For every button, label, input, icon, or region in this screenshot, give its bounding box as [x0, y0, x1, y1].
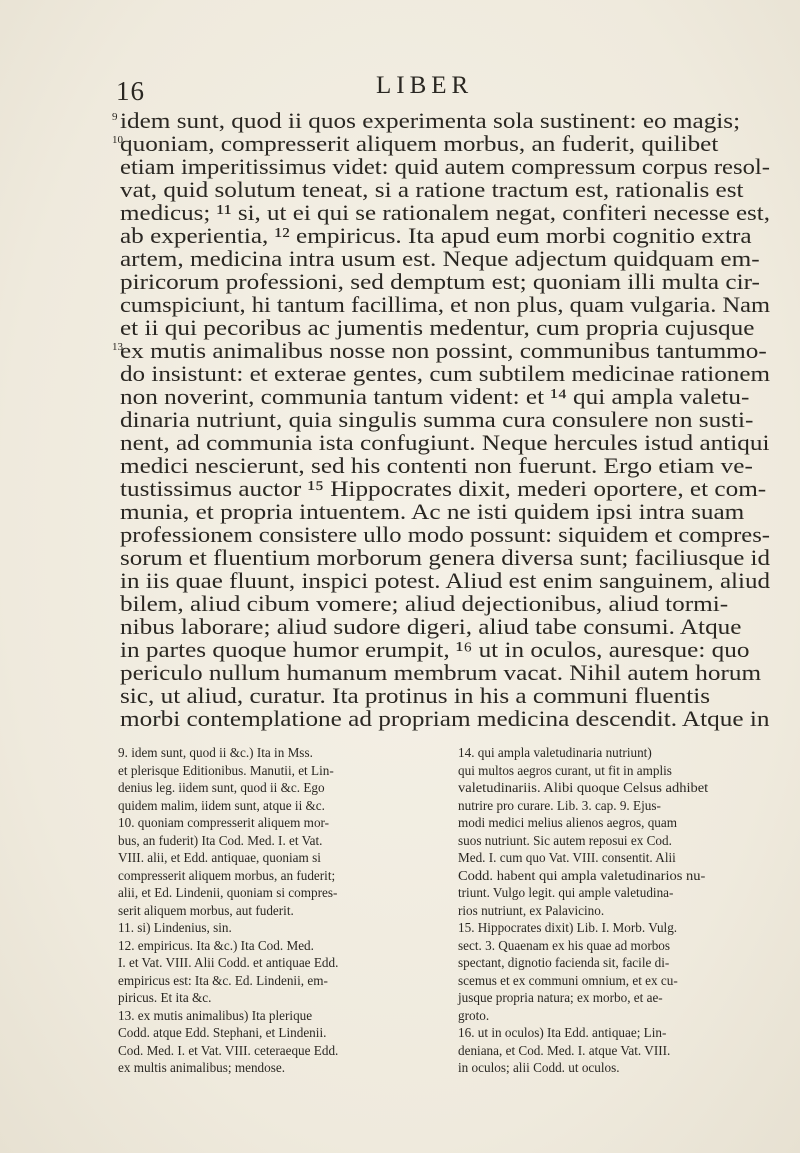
footnote-line [458, 884, 776, 902]
footnote-line [458, 797, 776, 815]
footnote-line [458, 972, 776, 990]
footnote-line [458, 867, 776, 885]
footnote-text: triunt. Vulgo legit. qui ample valetudina- [458, 885, 674, 900]
footnote-line [458, 919, 776, 937]
text-line [112, 454, 772, 477]
text-line [112, 684, 772, 707]
footnote-text: alii, et Ed. Lindenii, quoniam si compres- [118, 885, 338, 900]
text-line [112, 270, 772, 293]
footnote-line [118, 902, 438, 920]
line-text: ex mutis animalibus nosse non possint, communibus tantummo- [120, 338, 767, 363]
text-line [112, 638, 772, 661]
footnote-line [458, 989, 776, 1007]
footnote-text: deniana, et Cod. Med. I. atque Vat. VIII. [458, 1042, 671, 1058]
footnote-text: 14. qui ampla valetudinaria nutriunt) [458, 745, 652, 760]
footnote-line [118, 849, 438, 867]
footnote-text: spectant, dignotio facienda sit, facile di- [458, 955, 670, 970]
footnote-text: jusque propria natura; ex morbo, et ae- [458, 990, 663, 1005]
footnote-line [458, 1007, 776, 1025]
line-text: artem, medicina intra usum est. Neque adjectum quidquam em- [120, 246, 760, 271]
line-text: cumspiciunt, hi tantum facillima, et non plus, quam vulgaria. Nam [120, 292, 770, 317]
footnote-text: serit aliquem morbus, aut fuderit. [118, 902, 294, 918]
line-text: nent, ad communia ista confugiunt. Neque hercules istud antiqui [120, 430, 770, 455]
text-line [112, 546, 772, 569]
footnote-text: 12. empiricus. Ita &c.) Ita Cod. Med. [118, 937, 314, 953]
line-text: periculo nullum humanum membrum vacat. Nihil autem horum [120, 660, 762, 685]
footnote-line [458, 1042, 776, 1060]
footnote-line [118, 919, 438, 937]
text-line [112, 615, 772, 638]
text-line [112, 109, 772, 132]
footnote-line [458, 744, 776, 762]
footnote-text: suos nutriunt. Sic autem reposui ex Cod. [458, 832, 672, 848]
footnote-line [458, 1059, 776, 1077]
footnote-text: sect. 3. Quaenam ex his quae ad morbos [458, 937, 671, 953]
footnote-text: 16. ut in oculos) Ita Edd. antiquae; Lin- [458, 1025, 667, 1040]
line-text: morbi contemplatione ad propriam medicina descendit. Atque in [120, 706, 770, 731]
footnote-text: 10. quoniam compresserit aliquem mor- [118, 815, 330, 830]
footnote-line [118, 867, 438, 885]
line-text: sic, ut aliud, curatur. Ita protinus in his a communi fluentis [120, 683, 711, 708]
text-line [112, 707, 772, 730]
footnote-line [458, 762, 776, 780]
footnote-text: 15. Hippocrates dixit) Lib. I. Morb. Vulg. [458, 920, 678, 935]
footnote-text: denius leg. iidem sunt, quod ii &c. Ego [118, 780, 325, 795]
footnote-line [118, 1024, 438, 1042]
line-text: in partes quoque humor erumpit, ¹⁶ ut in oculos, auresque: quo [120, 637, 750, 662]
text-line [112, 201, 772, 224]
line-text: medicus; ¹¹ si, ut ei qui se rationalem negat, confiteri necesse est, [120, 200, 770, 225]
footnote-text: nutrire pro curare. Lib. 3. cap. 9. Ejus- [458, 797, 661, 813]
text-line [112, 408, 772, 431]
line-text: et ii qui pecoribus ac jumentis medentur, cum propria cujusque [120, 315, 755, 340]
line-text: tustissimus auctor ¹⁵ Hippocrates dixit, mederi oportere, et com- [120, 476, 767, 501]
text-line [112, 431, 772, 454]
footnote-text: Codd. habent qui ampla valetudinarios nu- [458, 867, 706, 883]
footnote-text: in oculos; alii Codd. ut oculos. [458, 1060, 620, 1075]
line-text: ab experientia, ¹² empiricus. Ita apud eum morbi cognitio extra [120, 223, 752, 248]
footnote-text: modi medici melius alienos aegros, quam [458, 815, 678, 830]
footnote-line [118, 1007, 438, 1025]
footnote-text: groto. [458, 1007, 490, 1023]
footnote-line [118, 884, 438, 902]
text-line [112, 500, 772, 523]
main-text-body [112, 109, 772, 730]
footnote-line [458, 849, 776, 867]
footnote-text: et plerisque Editionibus. Manutii, et Lin- [118, 762, 334, 778]
footnote-text: piricus. Et ita &c. [118, 990, 212, 1005]
text-line [112, 293, 772, 316]
text-line [112, 224, 772, 247]
footnote-text: 9. idem sunt, quod ii &c.) Ita in Mss. [118, 745, 313, 760]
text-line [112, 316, 772, 339]
footnote-text: 13. ex mutis animalibus) Ita plerique [118, 1007, 313, 1023]
line-text: medici nescierunt, sed his contenti non fuerunt. Ergo etiam ve- [120, 453, 753, 478]
footnote-line [118, 832, 438, 850]
footnote-line [458, 902, 776, 920]
footnote-text: 11. si) Lindenius, sin. [118, 920, 232, 935]
text-line [112, 362, 772, 385]
footnote-line [118, 954, 438, 972]
line-text: non noverint, communia tantum vident: et ¹⁴ qui ampla valetu- [120, 384, 750, 409]
footnote-text: compresserit aliquem morbus, an fuderit; [118, 867, 336, 883]
line-text: in iis quae fluunt, inspici potest. Aliud est enim sanguinem, aliud [120, 568, 770, 593]
running-head: LIBER [376, 72, 474, 99]
line-note-marker: 13 [112, 341, 123, 353]
text-line [112, 247, 772, 270]
footnote-line [118, 814, 438, 832]
footnote-text: rios nutriunt, ex Palavicino. [458, 902, 605, 918]
footnotes-right-column [458, 744, 776, 1077]
text-line [112, 477, 772, 500]
footnotes-left-column [118, 744, 438, 1077]
footnote-text: I. et Vat. VIII. Alii Codd. et antiquae Edd. [118, 955, 339, 970]
footnote-line [458, 937, 776, 955]
line-text: sorum et fluentium morborum genera diversa sunt; faciliusque id [120, 545, 770, 570]
footnote-text: bus, an fuderit) Ita Cod. Med. I. et Vat. [118, 832, 323, 848]
footnote-line [118, 937, 438, 955]
footnote-line [458, 1024, 776, 1042]
footnote-line [118, 1059, 438, 1077]
page-number: 16 [116, 76, 145, 106]
text-line [112, 132, 772, 155]
footnote-text: ex multis animalibus; mendose. [118, 1060, 286, 1075]
text-line [112, 178, 772, 201]
text-line [112, 385, 772, 408]
line-text: piricorum professioni, sed demptum est; quoniam illi multa cir- [120, 269, 760, 294]
footnote-text: Codd. atque Edd. Stephani, et Lindenii. [118, 1025, 327, 1040]
footnote-line [458, 779, 776, 797]
text-line [112, 155, 772, 178]
footnote-line [118, 989, 438, 1007]
line-text: bilem, aliud cibum vomere; aliud dejectionibus, aliud tormi- [120, 591, 729, 616]
line-note-marker: 9 [112, 111, 118, 123]
footnote-line [118, 797, 438, 815]
footnote-text: Cod. Med. I. et Vat. VIII. ceteraeque Edd. [118, 1042, 339, 1058]
footnote-line [118, 779, 438, 797]
footnote-line [118, 762, 438, 780]
footnote-line [118, 744, 438, 762]
footnote-line [458, 814, 776, 832]
line-note-marker: 10 [112, 134, 123, 146]
line-text: vat, quid solutum teneat, si a ratione tractum est, rationalis est [120, 177, 744, 202]
text-line [112, 523, 772, 546]
line-text: professionem consistere ullo modo possunt: siquidem et compres- [120, 522, 770, 547]
text-line [112, 339, 772, 362]
footnote-text: VIII. alii, et Edd. antiquae, quoniam si [118, 850, 321, 865]
line-text: nibus laborare; aliud sudore digeri, aliud tabe consumi. Atque [120, 614, 742, 639]
footnote-text: qui multos aegros curant, ut fit in amplis [458, 762, 672, 778]
line-text: quoniam, compresserit aliquem morbus, an fuderit, quilibet [120, 131, 719, 156]
line-text: dinaria nutriunt, quia singulis summa cura consulere non susti- [120, 407, 754, 432]
text-line [112, 592, 772, 615]
line-text: do insistunt: et exterae gentes, cum subtilem medicinae rationem [120, 361, 770, 386]
text-line [112, 661, 772, 684]
footnote-text: Med. I. cum quo Vat. VIII. consentit. Alii [458, 850, 676, 865]
line-text: etiam imperitissimus videt: quid autem compressum corpus resol- [120, 154, 770, 179]
footnote-line [458, 832, 776, 850]
line-text: idem sunt, quod ii quos experimenta sola sustinent: eo magis; [120, 108, 741, 133]
footnote-text: scemus et ex communi omnium, et ex cu- [458, 972, 678, 988]
text-line [112, 569, 772, 592]
footnote-line [118, 1042, 438, 1060]
footnote-line [458, 954, 776, 972]
footnote-line [118, 972, 438, 990]
footnote-text: empiricus est: Ita &c. Ed. Lindenii, em- [118, 972, 328, 988]
line-text: munia, et propria intuentem. Ac ne isti quidem ipsi intra suam [120, 499, 745, 524]
footnote-text: quidem malim, iidem sunt, atque ii &c. [118, 797, 325, 813]
footnote-text: valetudinariis. Alibi quoque Celsus adhibet [458, 780, 709, 795]
